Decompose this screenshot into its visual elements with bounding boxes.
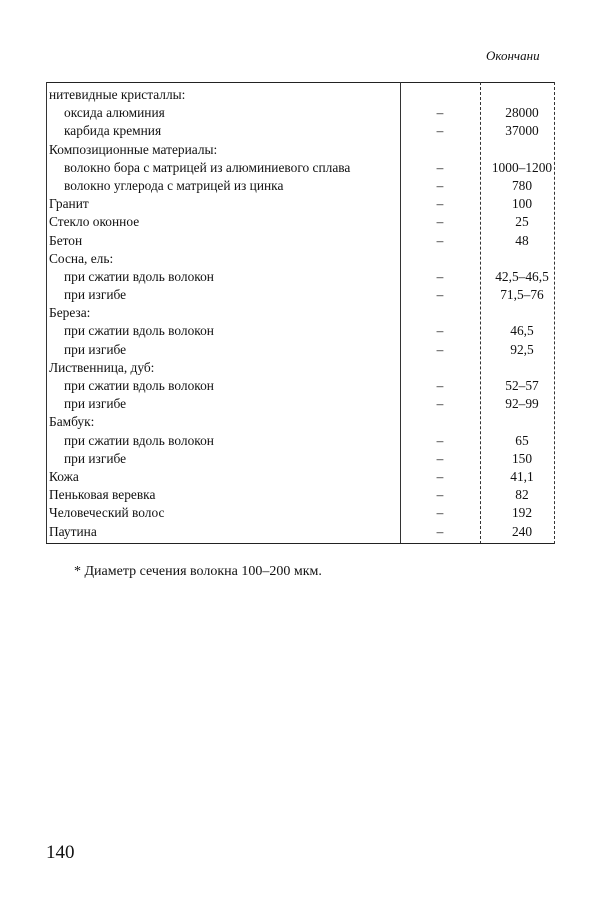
row-col3-value: 1000–1200 [491, 159, 553, 175]
row-col3-value: 92–99 [505, 396, 539, 412]
row-col2-value: – [436, 396, 444, 412]
row-col3-value: 41,1 [510, 468, 534, 484]
row-label: оксида алюминия [64, 105, 165, 121]
row-col2-value: – [436, 196, 444, 212]
row-label: при сжатии вдоль волокон [64, 432, 214, 448]
row-col3-value: 92,5 [510, 341, 534, 357]
table-row [46, 159, 556, 177]
row-col3-value: 65 [515, 432, 529, 448]
table-row [46, 286, 556, 304]
row-col3-value: 25 [515, 214, 529, 230]
continued-header: Окончани [486, 48, 540, 63]
row-col2-value: – [436, 232, 444, 248]
row-col2-value: – [436, 341, 444, 357]
row-label: карбида кремния [64, 123, 162, 139]
row-col3-value: 192 [511, 505, 533, 521]
table-row [46, 486, 556, 504]
row-col2-value: – [436, 105, 444, 121]
row-col3-value: 150 [511, 450, 533, 466]
row-col2-value: – [436, 159, 444, 175]
table-row [46, 86, 556, 104]
row-label: волокно углерода с матрицей из цинка [64, 177, 284, 193]
row-col2-value: – [436, 523, 444, 539]
table-row [46, 304, 556, 322]
table-row [46, 359, 556, 377]
row-col2-value: – [436, 323, 444, 339]
row-col2-value: – [436, 487, 444, 503]
row-col3-value: 71,5–76 [500, 287, 544, 303]
table-row [46, 468, 556, 486]
row-col2-value: – [436, 505, 444, 521]
row-label: Бамбук: [49, 414, 95, 430]
table-row [46, 395, 556, 413]
row-col2-value: – [436, 177, 444, 193]
row-label: при изгибе [64, 396, 127, 412]
row-col2-value: – [436, 268, 444, 284]
row-label: при сжатии вдоль волокон [64, 268, 214, 284]
row-label: при сжатии вдоль волокон [64, 378, 214, 393]
row-label: Бетон [49, 232, 83, 248]
row-col2-value: – [436, 287, 444, 303]
row-col3-value: 240 [511, 523, 533, 539]
table-row [46, 195, 556, 213]
row-col3-value: 780 [511, 177, 533, 193]
row-label: при изгибе [64, 287, 127, 303]
row-label: при изгибе [64, 450, 127, 466]
table-row [46, 122, 556, 140]
row-label: Композиционные материалы: [49, 141, 218, 157]
page-number: 140 [46, 842, 75, 863]
table-row [46, 377, 556, 395]
table-row [46, 523, 556, 541]
row-col3-value: 42,5–46,5 [495, 268, 549, 284]
table-row [46, 322, 556, 340]
table-row [46, 432, 556, 450]
row-label: Береза: [49, 305, 91, 321]
table-row [46, 341, 556, 359]
table-row [46, 177, 556, 195]
row-label: при изгибе [64, 341, 127, 357]
table-top-rule [46, 82, 554, 83]
row-col2-value: – [436, 123, 444, 139]
table-row [46, 450, 556, 468]
row-label: Пеньковая веревка [49, 487, 156, 503]
table-row [46, 141, 556, 159]
row-col2-value: – [436, 378, 444, 393]
row-label: Стекло оконное [49, 214, 140, 230]
row-col3-value: 46,5 [510, 323, 534, 339]
table-bottom-rule [46, 543, 554, 544]
row-col2-value: – [436, 432, 444, 448]
table-row [46, 250, 556, 268]
row-col2-value: – [436, 214, 444, 230]
row-label: Человеческий волос [49, 505, 165, 521]
footnote: * Диаметр сечения волокна 100–200 мкм. [74, 564, 322, 579]
table-rows [46, 86, 556, 541]
row-col3-value: 37000 [505, 123, 539, 139]
row-col2-value: – [436, 450, 444, 466]
row-label: Паутина [49, 523, 97, 539]
row-col3-value: 28000 [505, 105, 539, 121]
row-label: при сжатии вдоль волокон [64, 323, 214, 339]
table-row [46, 232, 556, 250]
table-row [46, 504, 556, 522]
row-label: волокно бора с матрицей из алюминиевого сплава [64, 159, 351, 175]
table-row [46, 213, 556, 231]
table-row [46, 413, 556, 431]
row-col3-value: 82 [515, 487, 529, 503]
row-label: Кожа [49, 468, 79, 484]
row-col3-value: 52–57 [505, 378, 539, 393]
table-row [46, 104, 556, 122]
row-col3-value: 100 [511, 196, 533, 212]
strength-table [46, 82, 556, 544]
row-label: Сосна, ель: [49, 250, 114, 266]
row-label: Гранит [49, 196, 89, 212]
row-col2-value: – [436, 468, 444, 484]
row-label: Лиственница, дуб: [49, 359, 155, 375]
row-label: нитевидные кристаллы: [49, 87, 186, 102]
row-col3-value: 48 [515, 232, 529, 248]
table-row [46, 268, 556, 286]
